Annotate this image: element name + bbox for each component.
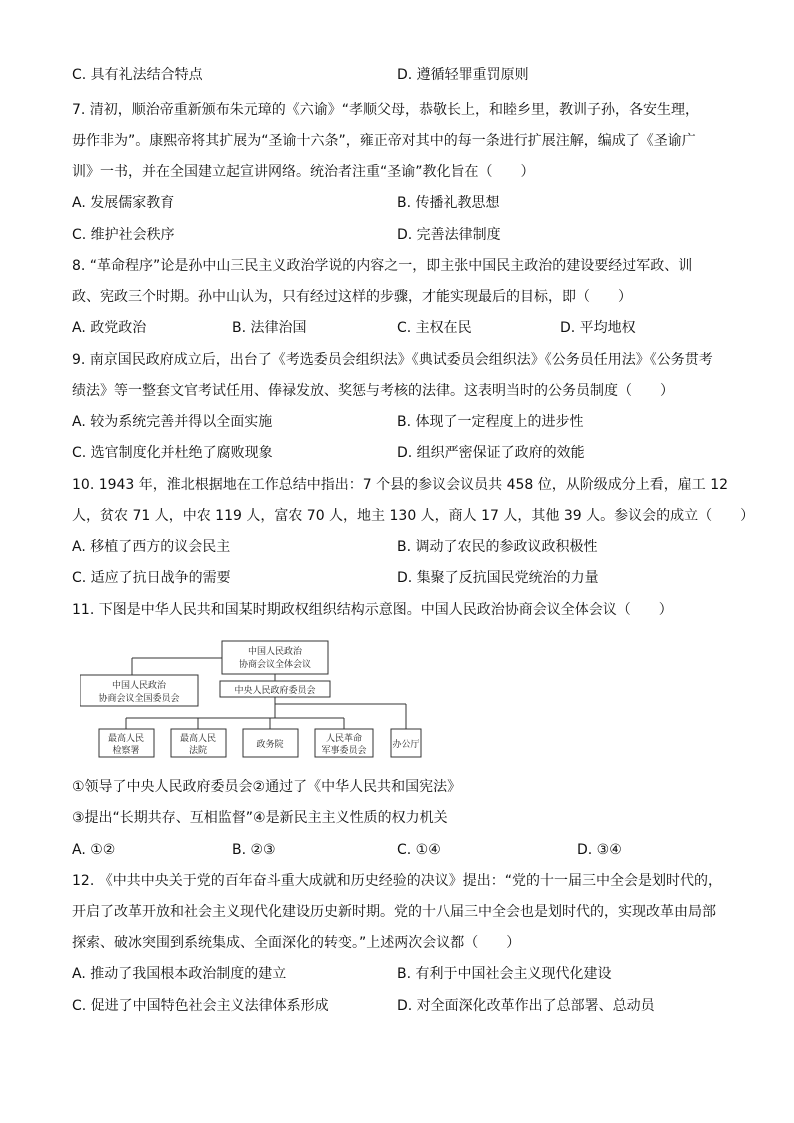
q10-option-a: A. 移植了西方的议会民主 [72, 539, 231, 555]
q7-options-row1 [72, 194, 752, 212]
q7-option-b: B. 传播礼教思想 [397, 195, 500, 211]
org-structure-diagram [80, 638, 425, 760]
q9-options-row1 [72, 413, 752, 431]
q11-options-row [72, 841, 752, 859]
q12-option-b: B. 有利于中国社会主义现代化建设 [397, 966, 612, 982]
q6-options-row [72, 66, 752, 84]
q11-option-c: C. ①④ [397, 842, 441, 858]
q8-stem-line1: 8. “革命程序”论是孙中山三民主义政治学说的内容之一，即主张中国民主政治的建设要经过军政、训 [72, 258, 693, 274]
q6-option-c: C. 具有礼法结合特点 [72, 67, 203, 83]
q8-options-row [72, 319, 752, 337]
q12-options-row2 [72, 997, 752, 1015]
q10-stem-line2: 人，贫农 71 人，中农 119 人，富农 70 人，地主 130 人，商人 17 人，其他 39 人。参议会的成立（ ） [72, 508, 755, 524]
q11-option-d: D. ③④ [577, 842, 622, 858]
q7-option-d: D. 完善法律制度 [397, 227, 501, 243]
q9-option-a: A. 较为系统完善并得以全面实施 [72, 414, 273, 430]
q10-option-d: D. 集聚了反抗国民党统治的力量 [397, 570, 599, 586]
diagram-b4-line1: 人民革命 [325, 734, 363, 744]
q12-stem-line1: 12. 《中共中央关于党的百年奋斗重大成就和历史经验的决议》提出：“党的十一届三中全会是划时代的， [72, 873, 722, 889]
q10-options-row2 [72, 569, 752, 587]
diagram-b2-line2: 法院 [188, 746, 208, 756]
q9-stem-line1: 9. 南京国民政府成立后，出台了《考选委员会组织法》《典试委员会组织法》《公务员任用法》《公务贯考 [72, 352, 713, 368]
q12-options-row1 [72, 965, 752, 983]
diagram-middle: 中央人民政府委员会 [234, 686, 316, 696]
q10-option-c: C. 适应了抗日战争的需要 [72, 570, 231, 586]
diagram-b4-line2: 军事委员会 [321, 746, 367, 756]
q8-stem-line2: 政、宪政三个时期。孙中山认为，只有经过这样的步骤，才能实现最后的目标，即（ ） [72, 289, 632, 305]
diagram-left-line1: 中国人民政治 [111, 681, 167, 691]
q7-options-row2 [72, 226, 752, 244]
diagram-b2-line1: 最高人民 [179, 734, 217, 744]
q9-option-b: B. 体现了一定程度上的进步性 [397, 414, 584, 430]
q9-option-d: D. 组织严密保证了政府的效能 [397, 445, 585, 461]
q7-option-c: C. 维护社会秩序 [72, 227, 175, 243]
q8-option-b: B. 法律治国 [232, 320, 307, 336]
diagram-b1-line1: 最高人民 [107, 734, 145, 744]
q8-option-d: D. 平均地权 [560, 320, 636, 336]
q9-stem-line2: 绩法》等一整套文官考试任用、俸禄发放、奖惩与考核的法律。这表明当时的公务员制度（ ） [72, 383, 674, 399]
q8-option-a: A. 政党政治 [72, 320, 147, 336]
q9-options-row2 [72, 444, 752, 462]
diagram-top-line2: 协商会议全体会议 [238, 660, 312, 670]
q12-option-a: A. 推动了我国根本政治制度的建立 [72, 966, 287, 982]
q12-option-c: C. 促进了中国特色社会主义法律体系形成 [72, 998, 329, 1014]
diagram-b5: 办公厅 [392, 740, 420, 750]
q10-options-row1 [72, 538, 752, 556]
q11-stem-line1: 11. 下图是中华人民共和国某时期政权组织结构示意图。中国人民政治协商会议全体会议（ ） [72, 602, 673, 618]
q11-items-line1: ①领导了中央人民政府委员会②通过了《中华人民共和国宪法》 [72, 779, 462, 795]
q11-option-b: B. ②③ [232, 842, 276, 858]
q7-stem-line3: 训》一书，并在全国建立起宣讲网络。统治者注重“圣谕”教化旨在（ ） [72, 164, 535, 180]
q11-items-line2: ③提出“长期共存、互相监督”④是新民主主义性质的权力机关 [72, 810, 448, 826]
q7-stem-line2: 毋作非为”。康熙帝将其扩展为“圣谕十六条”，雍正帝对其中的每一条进行扩展注解，编成了《圣谕广 [72, 133, 696, 149]
q11-option-a: A. ①② [72, 842, 116, 858]
q9-option-c: C. 选官制度化并杜绝了腐败现象 [72, 445, 273, 461]
q10-stem-line1: 10. 1943 年，淮北根据地在工作总结中指出：7 个县的参议会议员共 458 位，从阶级成分上看，雇工 12 [72, 477, 729, 493]
q7-option-a: A. 发展儒家教育 [72, 195, 175, 211]
q12-option-d: D. 对全面深化改革作出了总部署、总动员 [397, 998, 655, 1014]
diagram-top-line1: 中国人民政治 [247, 647, 303, 657]
q7-stem-line1: 7. 清初，顺治帝重新颁布朱元璋的《六谕》“孝顺父母，恭敬长上，和睦乡里，教训子孙，各安生理， [72, 102, 700, 118]
q10-option-b: B. 调动了农民的参政议政积极性 [397, 539, 598, 555]
q12-stem-line3: 探索、破冰突围到系统集成、全面深化的转变。”上述两次会议都（ ） [72, 935, 521, 951]
diagram-b3: 政务院 [256, 740, 284, 750]
q8-option-c: C. 主权在民 [397, 320, 472, 336]
q12-stem-line2: 开启了改革开放和社会主义现代化建设历史新时期。党的十八届三中全会也是划时代的，实现改革由局部 [72, 904, 716, 920]
q6-option-d: D. 遵循轻罪重罚原则 [397, 67, 529, 83]
diagram-b1-line2: 检察署 [112, 746, 140, 756]
diagram-left-line2: 协商会议全国委员会 [98, 694, 180, 704]
